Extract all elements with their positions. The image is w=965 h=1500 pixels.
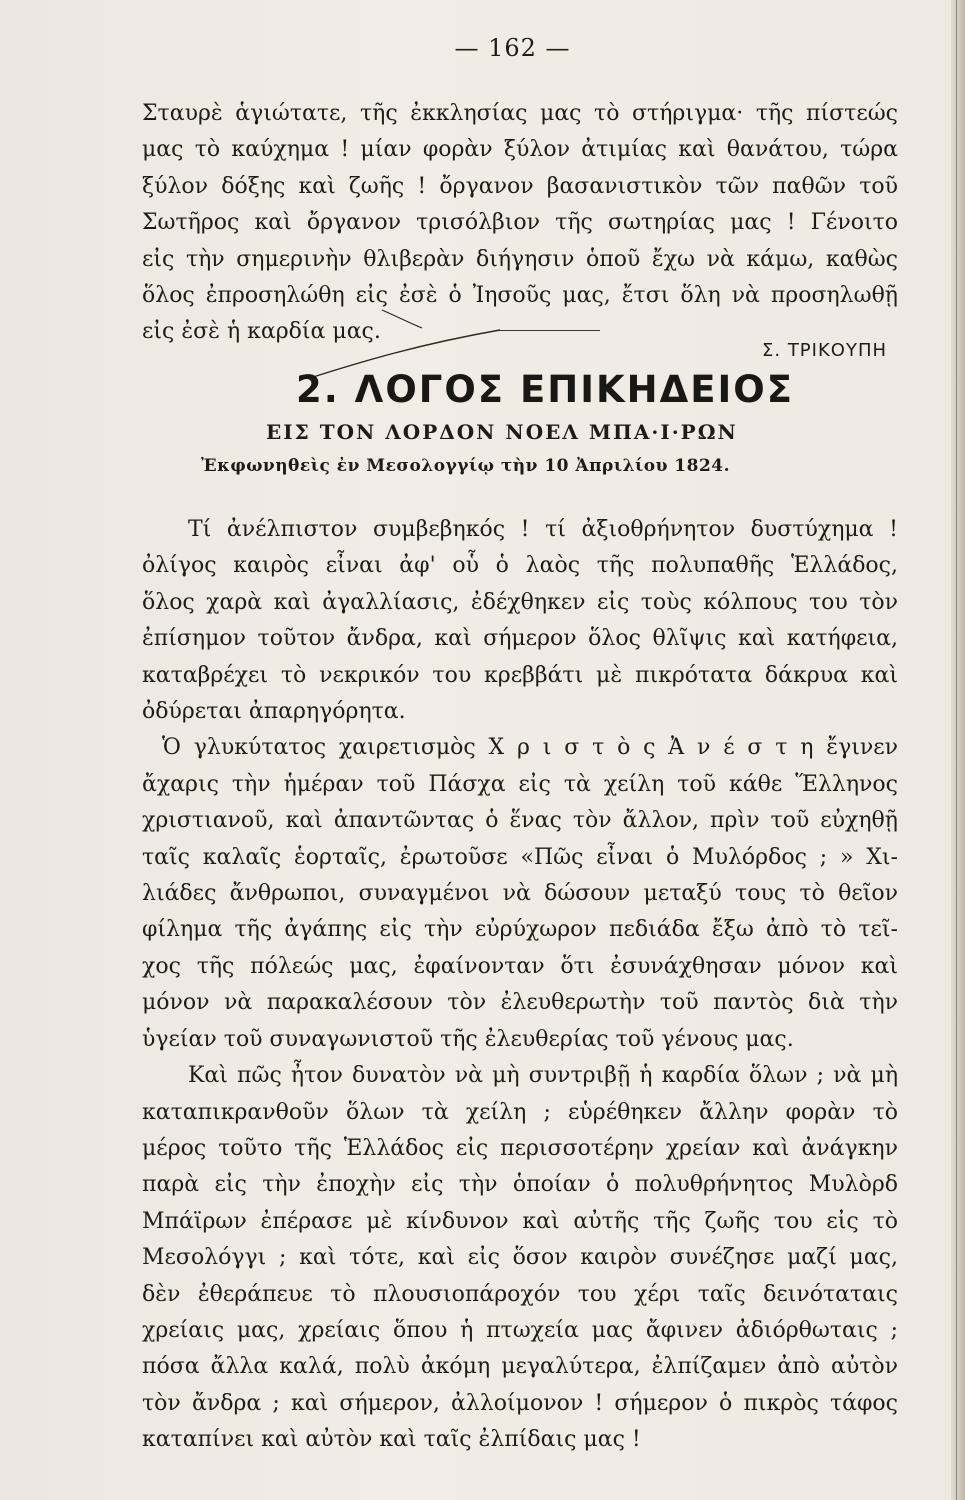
text-line: μέρος τοῦτο τῆς Ἑλλάδος εἰς περισσοτέρην χρείαν καὶ ἀνάγκην bbox=[142, 1135, 898, 1161]
text-line: φίλημα τῆς ἀγάπης εἰς τὴν εὐρύχωρον πεδιάδα ἔξω ἀπὸ τὸ τεῖ- bbox=[142, 917, 898, 943]
text-line: εἰς τὴν σημερινὴν θλιβερὰν διήγησιν ὁποῦ ἔχω νὰ κάμω, καθὼς bbox=[142, 246, 898, 272]
text-line: καταβρέχει τὸ νεκρικόν του κρεββάτι μὲ πικρότατα δάκρυα καὶ bbox=[142, 662, 898, 688]
text-line: χος τῆς πόλεώς μας, ἐφαίνονταν ὅτι ἐσυνάχθησαν μόνον καὶ bbox=[142, 953, 898, 979]
text-line: πόσα ἄλλα καλά, πολὺ ἀκόμη μεγαλύτερα, ἐλπίζαμεν ἀπὸ αὐτὸν bbox=[142, 1354, 898, 1380]
text-line: καταπίνει καὶ αὐτὸν καὶ ταῖς ἐλπίδαις μας ! bbox=[142, 1427, 641, 1453]
text-line: ὅλος ἐπροσηλώθη εἰς ἐσὲ ὁ Ἰησοῦς μας, ἔτσι ὅλη νὰ προσηλωθῇ bbox=[142, 283, 898, 309]
text-line: Μπάϊρων ἐπέρασε μὲ κίνδυνον καὶ αὐτῆς τῆς ζωῆς του εἰς τὸ bbox=[142, 1208, 898, 1234]
text-line: ὑγείαν τοῦ συναγωνιστοῦ τῆς ἐλευθερίας τοῦ γένους μας. bbox=[142, 1026, 794, 1052]
text-line: παρὰ εἰς τὴν ἐποχὴν εἰς τὴν ὁποίαν ὁ πολυθρήνητος Μυλὸρδ bbox=[142, 1172, 898, 1198]
text-line: δὲν ἐθεράπευε τὸ πλουσιοπάροχόν του χέρι ταῖς δεινόταταις bbox=[142, 1281, 898, 1307]
text-line: ἄχαρις τὴν ἡμέραν τοῦ Πάσχα εἰς τὰ χείλη τοῦ κάθε Ἕλληνος bbox=[142, 771, 898, 797]
author-signature: Σ. ΤΡΙΚΟΥΠΗ bbox=[762, 340, 888, 361]
funeral-oration-text bbox=[142, 512, 898, 1459]
text-line: χρείαις μας, χρείαις ὅπου ἡ πτωχεία μας ἄφινεν ἀδιόρθωταις ; bbox=[142, 1317, 898, 1343]
text-line: Ὁ γλυκύτατος χαιρετισμὸς Χ ρ ι σ τ ὸ ς Ἀ ν έ σ τ η ἔγινεν bbox=[162, 735, 898, 761]
section-dateline: Ἐκφωνηθεὶς ἐν Μεσολογγίῳ τὴν 10 Ἀπριλίου 1824. bbox=[201, 456, 731, 476]
text-line: ὅλος χαρὰ καὶ ἀγαλλίασις, ἐδέχθηκεν εἰς τοὺς κόλπους του τὸν bbox=[142, 589, 898, 615]
edge-line bbox=[956, 0, 957, 1500]
text-line: ὀδύρεται ἀπαρηγόρητα. bbox=[142, 699, 406, 725]
text-line: Τί ἀνέλπιστον συμβεβηκός ! τί ἀξιοθρήνητον δυστύχημα ! bbox=[188, 517, 898, 542]
closing-passage bbox=[142, 96, 898, 351]
text-line: εἰς ἐσὲ ἡ καρδία μας. bbox=[142, 319, 381, 345]
text-line: τὸν ἄνδρα ; καὶ σήμερον, ἀλλοίμονον ! σήμερον ὁ πικρὸς τάφος bbox=[142, 1390, 898, 1416]
section-heading: 2. ΛΟΓΟΣ ΕΠΙΚΗΔΕΙΟΣ bbox=[296, 368, 795, 411]
text-line: ταῖς καλαῖς ἑορταῖς, ἐρωτοῦσε «Πῶς εἶναι ὁ Μυλόρδος ; » Χι- bbox=[142, 844, 898, 870]
text-line: ξύλον δόξης καὶ ζωῆς ! ὄργανον βασανιστικὸν τῶν παθῶν τοῦ bbox=[142, 173, 898, 199]
page-number: — 162 — bbox=[454, 34, 571, 62]
text-line: μόνον νὰ παρακαλέσουν τὸν ἐλευθερωτὴν τοῦ παντὸς διὰ τὴν bbox=[142, 990, 898, 1016]
book-spine-edge bbox=[951, 0, 965, 1500]
text-line: ἐπίσημον τοῦτον ἄνδρα, καὶ σήμερον ὅλος θλῖψις καὶ κατήφεια, bbox=[142, 626, 898, 652]
text-line: χριστιανοῦ, καὶ ἀπαντῶντας ὁ ἕνας τὸν ἄλλον, πρὶν τοῦ εὐχηθῇ bbox=[142, 808, 898, 834]
text-line: Σταυρὲ ἁγιώτατε, τῆς ἐκκλησίας μας τὸ στήριγμα· τῆς πίστεώς bbox=[142, 101, 898, 126]
text-line: ὀλίγος καιρὸς εἶναι ἀφ' οὗ ὁ λαὸς τῆς πολυπαθῆς Ἑλλάδος, bbox=[142, 553, 898, 579]
text-line: Μεσολόγγι ; καὶ τότε, καὶ εἰς ὅσον καιρὸν συνέζησε μαζί μας, bbox=[142, 1245, 898, 1271]
text-line: Σωτῆρος καὶ ὄργανον τρισόλβιον τῆς σωτηρίας μας ! Γένοιτο bbox=[142, 210, 898, 236]
text-line: λιάδες ἄνθρωποι, συναγμένοι νὰ δώσουν μεταξύ τους τὸ θεῖον bbox=[142, 881, 898, 907]
text-line: μας τὸ καύχημα ! μίαν φορὰν ξύλον ἀτιμίας καὶ θανάτου, τώρα bbox=[142, 137, 898, 163]
section-subheading: ΕΙΣ ΤΟΝ ΛΟΡΔΟΝ ΝΟΕΛ ΜΠΑ·Ι·ΡΩΝ bbox=[266, 420, 738, 444]
text-line: καταπικρανθοῦν ὅλων τὰ χείλη ; εὑρέθηκεν ἄλλην φορὰν τὸ bbox=[142, 1099, 898, 1125]
text-line: Καὶ πῶς ἦτον δυνατὸν νὰ μὴ συντριβῇ ἡ καρδία ὅλων ; νὰ μὴ bbox=[188, 1063, 898, 1089]
